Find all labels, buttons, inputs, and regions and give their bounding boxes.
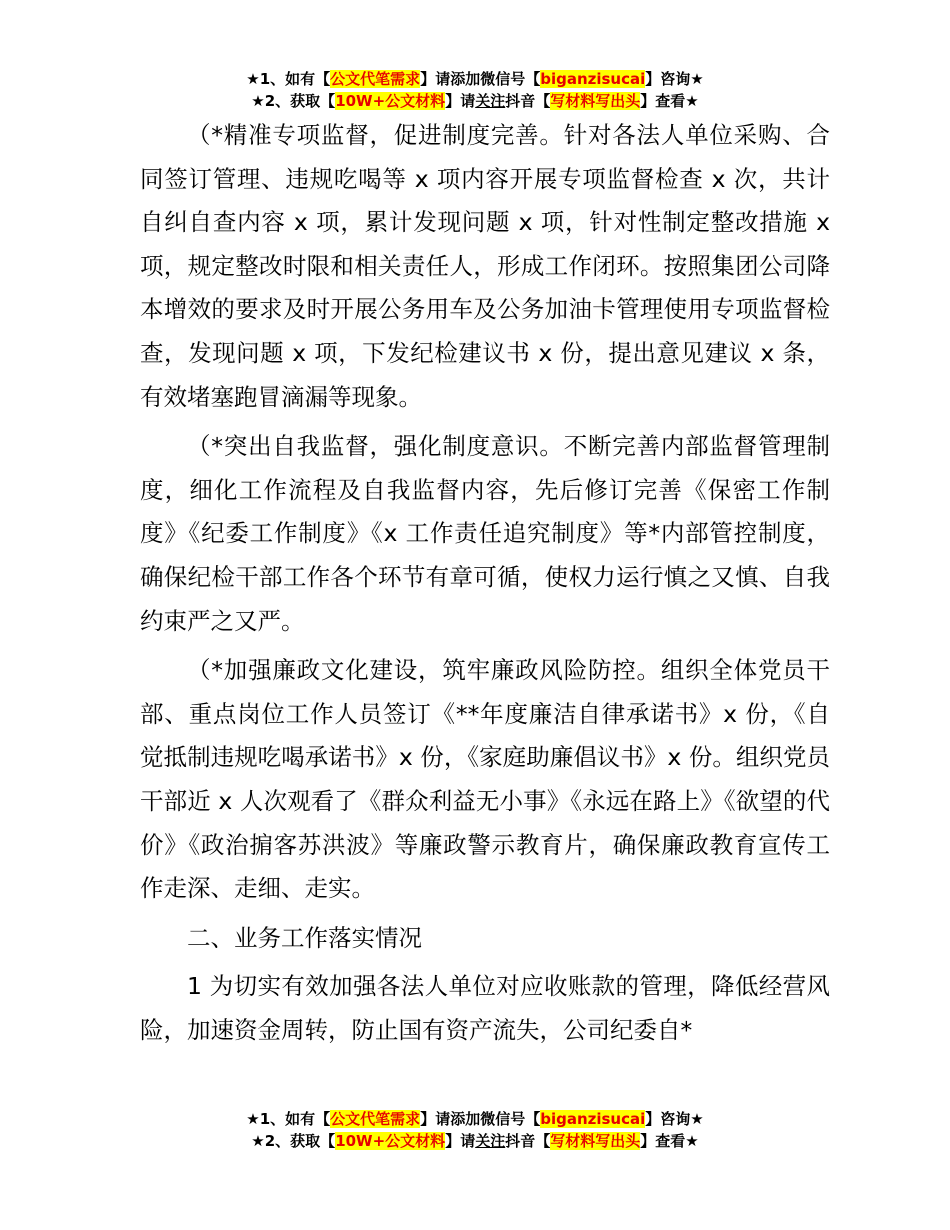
underline-follow: 关注: [475, 92, 506, 110]
footer-highlight-douyin-account: 写材料写出头: [550, 1132, 641, 1150]
document-body: [140, 114, 830, 1058]
highlight-materials: 10W+公文材料: [335, 92, 446, 110]
paragraph-integrity-culture: （*加强廉政文化建设，筑牢廉政风险防控。组织全体党员干部、重点岗位工作人员签订《**年度廉洁自律承诺书》x 份，《自觉抵制违规吃喝承诺书》x 份，《家庭助廉倡议书》x 份。组织党员干部近 x 人次观看了《群众利益无小事》《永远在路上》《欲望的代价》《政治掮客苏洪波》等廉政警示教育片，确保廉政教育宣传工作走深、走细、走实。: [140, 656, 830, 903]
footer-banner: [0, 1108, 950, 1152]
footer-line-1: ★1、如有【公文代笔需求】请添加微信号【biganzisucai】咨询★: [246, 1110, 704, 1128]
footer-line-2: ★2、获取【10W+公文材料】请关注抖音【写材料写出头】查看★: [251, 1132, 699, 1150]
footer-highlight-materials: 10W+公文材料: [335, 1132, 446, 1150]
highlight-ghostwriting: 公文代笔需求: [330, 70, 421, 88]
footer-highlight-wechat-id: biganzisucai: [540, 1110, 646, 1128]
banner-line-1: ★1、如有【公文代笔需求】请添加微信号【biganzisucai】咨询★: [246, 70, 704, 88]
footer-highlight-ghostwriting: 公文代笔需求: [330, 1110, 421, 1128]
paragraph-receivables: 1 为切实有效加强各法人单位对应收账款的管理，降低经营风险，加速资金周转，防止国有资产流失，公司纪委自*: [140, 972, 830, 1044]
highlight-douyin-account: 写材料写出头: [550, 92, 641, 110]
footer-underline-follow: 关注: [475, 1132, 506, 1150]
paragraph-special-supervision: （*精准专项监督，促进制度完善。针对各法人单位采购、合同签订管理、违规吃喝等 x 项内容开展专项监督检查 x 次，共计自纠自查内容 x 项，累计发现问题 x 项，针对性制定整改措施 x 项，规定整改时限和相关责任人，形成工作闭环。按照集团公司降本增效的要求及时开展公务用车及公务加油卡管理使用专项监督检查，发现问题 x 项，下发纪检建议书 x 份，提出意见建议 x 条，有效堵塞跑冒滴漏等现象。: [140, 121, 830, 411]
banner-line-2: ★2、获取【10W+公文材料】请关注抖音【写材料写出头】查看★: [251, 92, 699, 110]
header-banner: [0, 68, 950, 112]
highlight-wechat-id: biganzisucai: [540, 70, 646, 88]
section-heading: 二、业务工作落实情况: [187, 923, 422, 952]
paragraph-self-supervision: （*突出自我监督，强化制度意识。不断完善内部监督管理制度，细化工作流程及自我监督内容，先后修订完善《保密工作制度》《纪委工作制度》《x 工作责任追究制度》等*内部管控制度，确保纪检干部工作各个环节有章可循，使权力运行慎之又慎、自我约束严之又严。: [140, 432, 830, 635]
